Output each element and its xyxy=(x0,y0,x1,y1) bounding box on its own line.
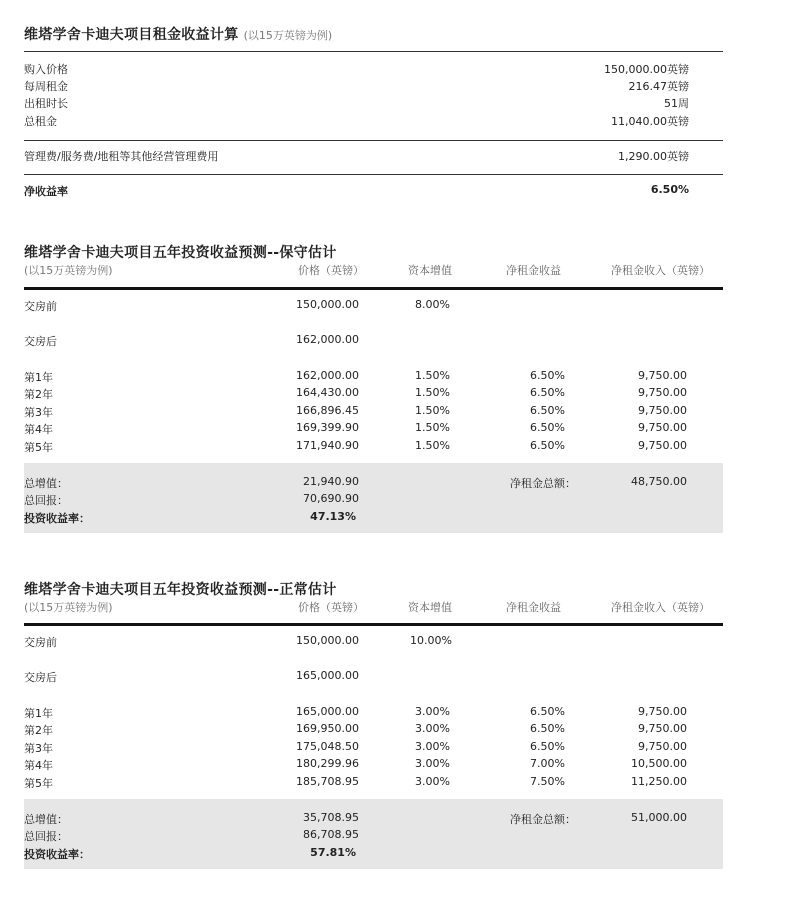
year-price: 165,000.00 xyxy=(296,705,359,718)
year-income: 9,750.00 xyxy=(638,421,687,434)
fee-label: 管理费/服务费/地租等其他经营管理费用 xyxy=(24,150,219,163)
year-income: 9,750.00 xyxy=(638,404,687,417)
year-label: 第1年 xyxy=(24,371,53,384)
total-growth-label: 总增值： xyxy=(24,477,68,490)
year-growth: 3.00% xyxy=(415,757,450,770)
total-return-value: 70,690.90 xyxy=(303,492,359,505)
year-growth: 3.00% xyxy=(415,722,450,735)
net-yield-label: 净收益率 xyxy=(24,185,68,198)
year-growth: 3.00% xyxy=(415,740,450,753)
year-growth: 1.50% xyxy=(415,439,450,452)
net-rent-total-value: 51,000.00 xyxy=(631,811,687,824)
row-label: 每周租金 xyxy=(24,80,68,93)
year-label: 第3年 xyxy=(24,742,53,755)
total-return-value: 86,708.95 xyxy=(303,828,359,841)
rental-subtitle: (以15万英镑为例) xyxy=(243,29,333,42)
header-income: 净租金收入（英镑） xyxy=(611,264,710,277)
year-yield: 7.00% xyxy=(530,757,565,770)
year-yield: 6.50% xyxy=(530,705,565,718)
year-label: 第5年 xyxy=(24,441,53,454)
year-price: 175,048.50 xyxy=(296,740,359,753)
year-label: 第1年 xyxy=(24,707,53,720)
divider xyxy=(24,140,723,141)
year-growth: 1.50% xyxy=(415,404,450,417)
year-label: 第4年 xyxy=(24,759,53,772)
normal-summary-box xyxy=(24,799,723,869)
header-yield: 净租金收益 xyxy=(506,264,561,277)
year-income: 10,500.00 xyxy=(631,757,687,770)
year-income: 9,750.00 xyxy=(638,386,687,399)
year-income: 9,750.00 xyxy=(638,369,687,382)
rental-title: 维塔学舍卡迪夫项目租金收益计算 xyxy=(24,27,239,43)
post-delivery-price: 162,000.00 xyxy=(296,333,359,346)
pre-delivery-price: 150,000.00 xyxy=(296,298,359,311)
year-yield: 6.50% xyxy=(530,439,565,452)
net-rent-total-label: 净租金总额： xyxy=(510,813,576,826)
post-delivery-label: 交房后 xyxy=(24,671,57,684)
normal-title: 维塔学舍卡迪夫项目五年投资收益预测--正常估计 xyxy=(24,582,337,598)
total-return-label: 总回报： xyxy=(24,830,68,843)
header-price: 价格（英镑） xyxy=(298,264,364,277)
total-growth-value: 35,708.95 xyxy=(303,811,359,824)
year-yield: 6.50% xyxy=(530,740,565,753)
year-label: 第2年 xyxy=(24,388,53,401)
conservative-summary-box xyxy=(24,463,723,533)
row-value: 11,040.00英镑 xyxy=(611,115,689,128)
year-price: 164,430.00 xyxy=(296,386,359,399)
year-income: 9,750.00 xyxy=(638,705,687,718)
year-growth: 3.00% xyxy=(415,705,450,718)
row-value: 51周 xyxy=(664,97,689,110)
conservative-subtitle: (以15万英镑为例) xyxy=(24,264,113,277)
pre-delivery-label: 交房前 xyxy=(24,636,57,649)
row-label: 出租时长 xyxy=(24,97,68,110)
total-growth-label: 总增值： xyxy=(24,813,68,826)
total-return-label: 总回报： xyxy=(24,494,68,507)
year-label: 第4年 xyxy=(24,423,53,436)
year-price: 185,708.95 xyxy=(296,775,359,788)
year-yield: 6.50% xyxy=(530,722,565,735)
year-growth: 3.00% xyxy=(415,775,450,788)
divider xyxy=(24,51,723,52)
divider xyxy=(24,174,723,175)
year-income: 9,750.00 xyxy=(638,722,687,735)
post-delivery-price: 165,000.00 xyxy=(296,669,359,682)
year-price: 169,950.00 xyxy=(296,722,359,735)
pre-delivery-growth: 8.00% xyxy=(415,298,450,311)
investment-yield-value: 57.81% xyxy=(310,846,356,859)
conservative-title: 维塔学舍卡迪夫项目五年投资收益预测--保守估计 xyxy=(24,245,337,261)
year-yield: 6.50% xyxy=(530,404,565,417)
year-label: 第3年 xyxy=(24,406,53,419)
year-income: 9,750.00 xyxy=(638,740,687,753)
year-label: 第5年 xyxy=(24,777,53,790)
header-yield: 净租金收益 xyxy=(506,601,561,614)
fee-value: 1,290.00英镑 xyxy=(618,150,689,163)
investment-yield-label: 投资收益率： xyxy=(24,848,90,861)
net-rent-total-label: 净租金总额： xyxy=(510,477,576,490)
year-growth: 1.50% xyxy=(415,369,450,382)
year-label: 第2年 xyxy=(24,724,53,737)
year-income: 9,750.00 xyxy=(638,439,687,452)
header-growth: 资本增值 xyxy=(408,601,452,614)
year-yield: 6.50% xyxy=(530,369,565,382)
year-yield: 7.50% xyxy=(530,775,565,788)
investment-yield-value: 47.13% xyxy=(310,510,356,523)
year-growth: 1.50% xyxy=(415,421,450,434)
year-growth: 1.50% xyxy=(415,386,450,399)
post-delivery-label: 交房后 xyxy=(24,335,57,348)
year-yield: 6.50% xyxy=(530,421,565,434)
rental-title-row xyxy=(24,24,332,44)
pre-delivery-label: 交房前 xyxy=(24,300,57,313)
pre-delivery-price: 150,000.00 xyxy=(296,634,359,647)
year-income: 11,250.00 xyxy=(631,775,687,788)
year-yield: 6.50% xyxy=(530,386,565,399)
row-value: 150,000.00英镑 xyxy=(604,63,689,76)
net-rent-total-value: 48,750.00 xyxy=(631,475,687,488)
investment-yield-label: 投资收益率： xyxy=(24,512,90,525)
header-growth: 资本增值 xyxy=(408,264,452,277)
total-growth-value: 21,940.90 xyxy=(303,475,359,488)
year-price: 180,299.96 xyxy=(296,757,359,770)
pre-delivery-growth: 10.00% xyxy=(410,634,452,647)
year-price: 162,000.00 xyxy=(296,369,359,382)
header-price: 价格（英镑） xyxy=(298,601,364,614)
thick-divider xyxy=(24,623,723,626)
year-price: 171,940.90 xyxy=(296,439,359,452)
header-income: 净租金收入（英镑） xyxy=(611,601,710,614)
thick-divider xyxy=(24,287,723,290)
row-value: 216.47英镑 xyxy=(628,80,689,93)
year-price: 169,399.90 xyxy=(296,421,359,434)
normal-subtitle: (以15万英镑为例) xyxy=(24,601,113,614)
year-price: 166,896.45 xyxy=(296,404,359,417)
row-label: 购入价格 xyxy=(24,63,68,76)
row-label: 总租金 xyxy=(24,115,57,128)
net-yield-value: 6.50% xyxy=(650,183,689,196)
